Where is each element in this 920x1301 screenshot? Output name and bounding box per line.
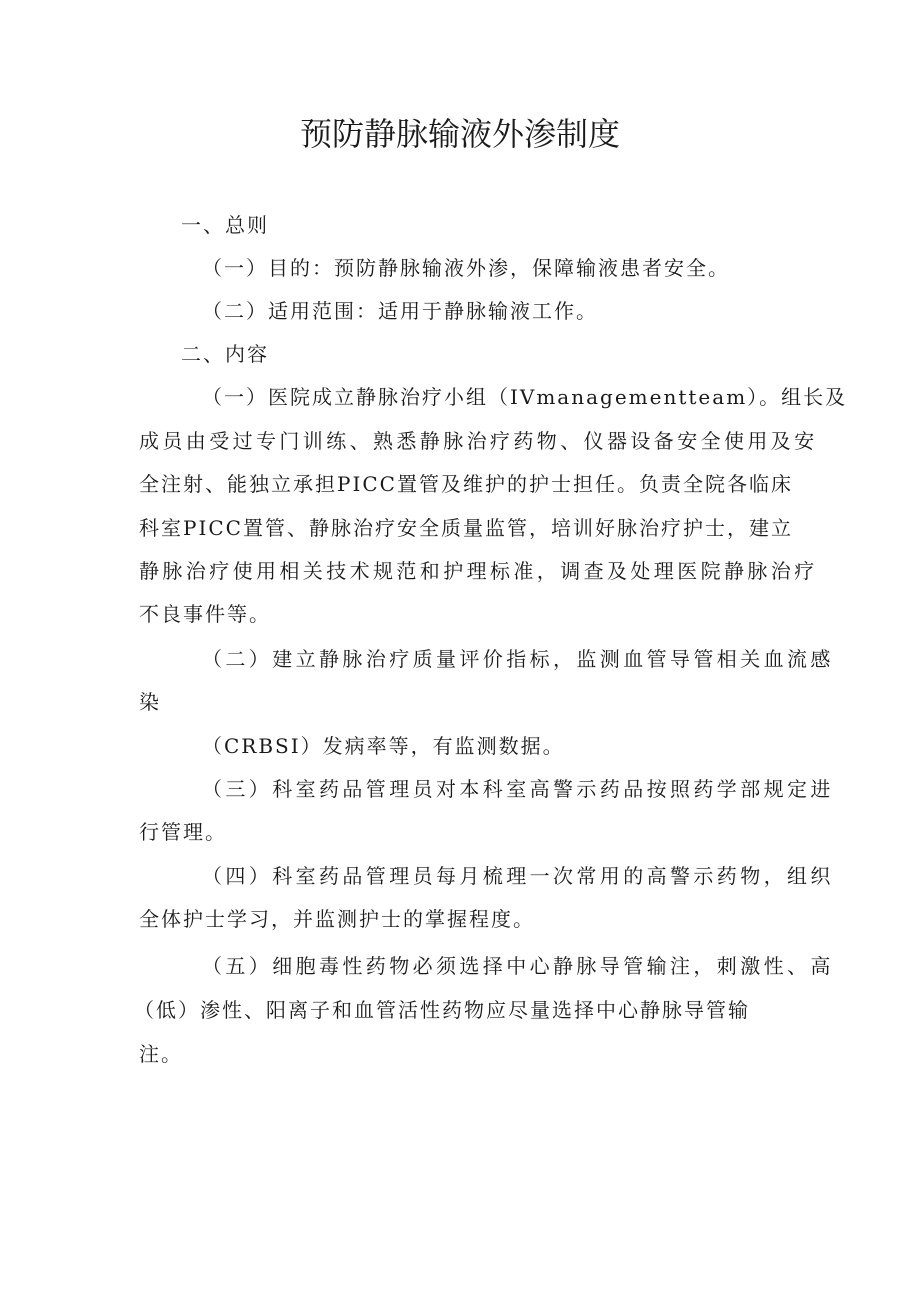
section-heading-content: 二、内容: [181, 342, 269, 366]
item2-line: （二）建立静脉治疗质量评价指标，监测血管导管相关血流感: [202, 647, 834, 671]
item5-line: 注。: [139, 1042, 183, 1066]
item1-line: 成员由受过专门训练、熟悉静脉治疗药物、仪器设备安全使用及安: [139, 429, 818, 453]
document-title: 预防静脉输液外渗制度: [299, 115, 620, 153]
item1-line: 静脉治疗使用相关技术规范和护理标准，调查及处理医院静脉治疗: [139, 559, 818, 583]
item3-line: （三）科室药品管理员对本科室高警示药品按照药学部规定进: [202, 777, 834, 801]
item2-line: 染: [139, 690, 161, 714]
item4-line: （四）科室药品管理员每月梳理一次常用的高警示药物，组织: [202, 864, 834, 888]
item1-line: 全注射、能独立承担PICC置管及维护的护士担任。负责全院各临床: [139, 472, 793, 496]
item3-line: 行管理。: [139, 820, 227, 844]
item5-line: （低）渗性、阳离子和血管活性药物应尽量选择中心静脉导管输: [134, 998, 750, 1022]
paragraph-scope: （二）适用范围：适用于静脉输液工作。: [202, 299, 598, 323]
item4-line: 全体护士学习，并监测护士的掌握程度。: [139, 907, 535, 931]
item1-line: （一）医院成立静脉治疗小组（IVmanagementteam）。组长及: [202, 385, 848, 409]
section-heading-general: 一、总则: [181, 213, 269, 237]
paragraph-purpose: （一）目的：预防静脉输液外渗，保障输液患者安全。: [202, 256, 730, 280]
item1-line: 科室PICC置管、静脉治疗安全质量监管，培训好脉治疗护士，建立: [139, 516, 793, 540]
item5-line: （五）细胞毒性药物必须选择中心静脉导管输注，刺激性、高: [202, 954, 834, 978]
item1-line: 不良事件等。: [139, 602, 271, 626]
item2-line: （CRBSI）发病率等，有监测数据。: [202, 734, 565, 758]
